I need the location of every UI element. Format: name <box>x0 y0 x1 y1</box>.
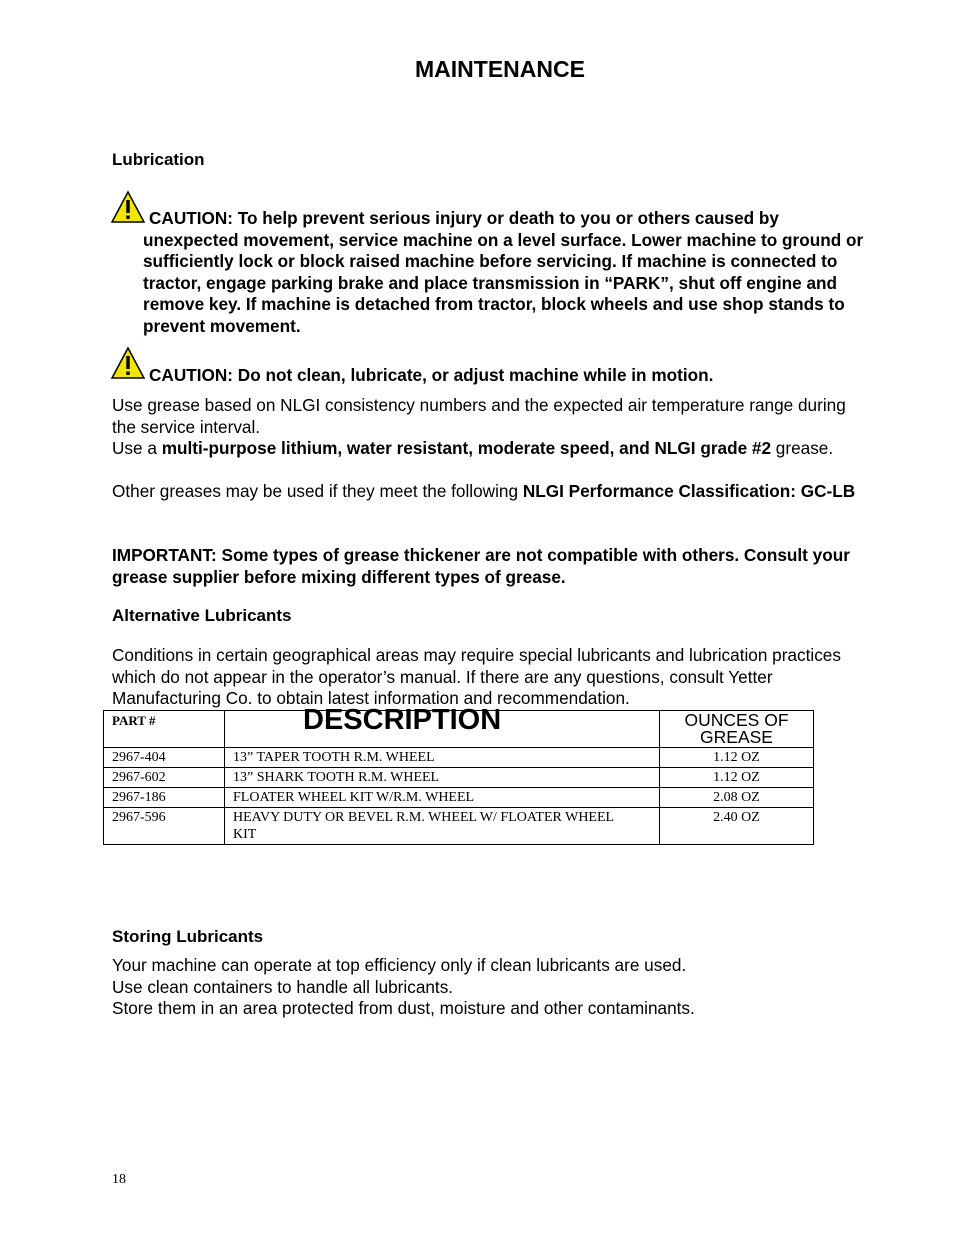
caution-level-surface: CAUTION: To help prevent serious injury or death to you or others caused by unexpected movement, service machine on a level surface. Lower machine to ground or sufficiently lock or block raised machine before servicing. If machine is connected to tractor, engage parking brake and place transmission in “PARK”, shut off engine and remove key. If machine is detached from tractor, block wheels and use shop stands to prevent movement. <box>143 208 864 336</box>
part-cell: 2967-602 <box>104 768 225 788</box>
important-note: IMPORTANT: Some types of grease thickener are not compatible with others. Consult your grease supplier before mixing different types of grease. <box>112 545 850 587</box>
table-header-row <box>104 711 814 748</box>
grease-type-paragraph: Use a multi-purpose lithium, water resistant, moderate speed, and NLGI grade #2 grease. <box>112 438 834 458</box>
grease-table <box>103 704 814 845</box>
storing-line: Use clean containers to handle all lubricants. <box>112 977 454 997</box>
caution-motion: CAUTION: Do not clean, lubricate, or adjust machine while in motion. <box>149 365 714 385</box>
table-row <box>104 788 814 808</box>
part-cell: 2967-596 <box>104 808 225 845</box>
grease-paragraph: Use grease based on NLGI consistency numbers and the expected air temperature range during the service interval. <box>112 395 846 437</box>
table-row <box>104 748 814 768</box>
warning-triangle-icon <box>110 346 146 380</box>
desc-cell: FLOATER WHEEL KIT W/R.M. WHEEL <box>225 788 660 808</box>
header-part: PART # <box>104 711 225 748</box>
table-row <box>104 768 814 788</box>
desc-cell: 13” TAPER TOOTH R.M. WHEEL <box>225 748 660 768</box>
header-description: DESCRIPTION <box>225 711 660 748</box>
desc-cell: 13” SHARK TOOTH R.M. WHEEL <box>225 768 660 788</box>
part-cell: 2967-186 <box>104 788 225 808</box>
storing-line: Your machine can operate at top efficiency only if clean lubricants are used. <box>112 955 687 975</box>
oz-cell: 1.12 OZ <box>660 748 814 768</box>
warning-triangle-icon <box>110 190 146 224</box>
header-ounces: OUNCES OF GREASE <box>660 711 814 748</box>
storing-heading: Storing Lubricants <box>112 927 264 946</box>
table-row <box>104 808 814 845</box>
nlgi-paragraph: Other greases may be used if they meet the following NLGI Performance Classification: GC-LB <box>112 481 856 501</box>
alternative-heading: Alternative Lubricants <box>112 606 292 625</box>
part-cell: 2967-404 <box>104 748 225 768</box>
alternative-paragraph: Conditions in certain geographical areas may require special lubricants and lubrication practices which do not appear in the operator’s manual. If there are any questions, consult Yetter Manufacturing Co. to obtain latest information and recommendation. <box>112 645 841 709</box>
page-title: MAINTENANCE <box>415 56 585 82</box>
oz-cell: 1.12 OZ <box>660 768 814 788</box>
oz-cell: 2.40 OZ <box>660 808 814 845</box>
lubrication-heading: Lubrication <box>112 150 205 169</box>
desc-cell: HEAVY DUTY OR BEVEL R.M. WHEEL W/ FLOATER WHEEL KIT <box>225 808 660 845</box>
storing-line: Store them in an area protected from dust, moisture and other contaminants. <box>112 998 695 1018</box>
oz-cell: 2.08 OZ <box>660 788 814 808</box>
page-number: 18 <box>112 1172 126 1187</box>
